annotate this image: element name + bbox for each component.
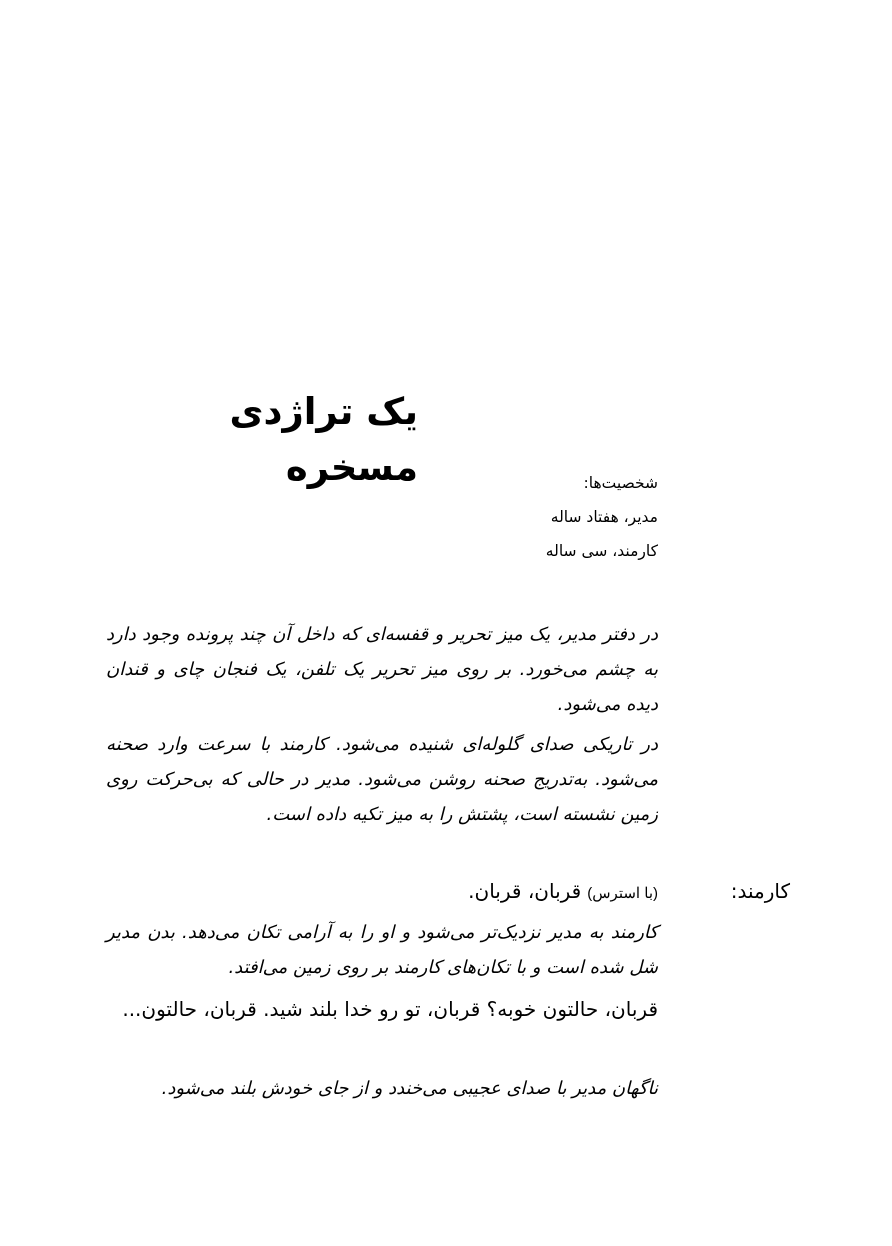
- speaker-name: کارمند:: [730, 879, 790, 903]
- character-entry: کارمند، سی ساله: [545, 542, 658, 560]
- stage-direction: در تاریکی صدای گلوله‌ای شنیده می‌شود. کارمند با سرعت وارد صحنه می‌شود. به‌تدریج صحنه روشن می‌شود. مدیر در حالی که بی‌حرکت روی زمین نشسته است، پشتش را به میز تکیه داده است.: [106, 734, 658, 825]
- dialogue-line: [106, 872, 658, 913]
- dialogue-text: قربان، قربان.: [468, 879, 582, 903]
- character-list: [358, 466, 658, 568]
- dialogue-line: قربان، حالتون خوبه؟ قربان، تو رو خدا بلند شید. قربان، حالتون...: [122, 997, 658, 1021]
- parenthetical: (با استرس): [587, 885, 658, 902]
- character-list-heading: شخصیت‌ها:: [583, 474, 658, 492]
- character-entry: مدیر، هفتاد ساله: [550, 508, 658, 526]
- stage-direction: ناگهان مدیر با صدای عجیبی می‌خندد و از جای خودش بلند می‌شود.: [161, 1078, 658, 1099]
- play-title: یک تراژدی مسخره: [229, 390, 418, 489]
- stage-direction: کارمند به مدیر نزدیک‌تر می‌شود و او را به آرامی تکان می‌دهد. بدن مدیر شل شده است و با تکان‌های کارمند بر روی زمین می‌افتد.: [106, 922, 658, 978]
- stage-direction: در دفتر مدیر، یک میز تحریر و قفسه‌ای که داخل آن چند پرونده وجود دارد به چشم می‌خورد. بر روی میز تحریر یک تلفن، یک فنجان چای و قندان دیده می‌شود.: [106, 624, 658, 715]
